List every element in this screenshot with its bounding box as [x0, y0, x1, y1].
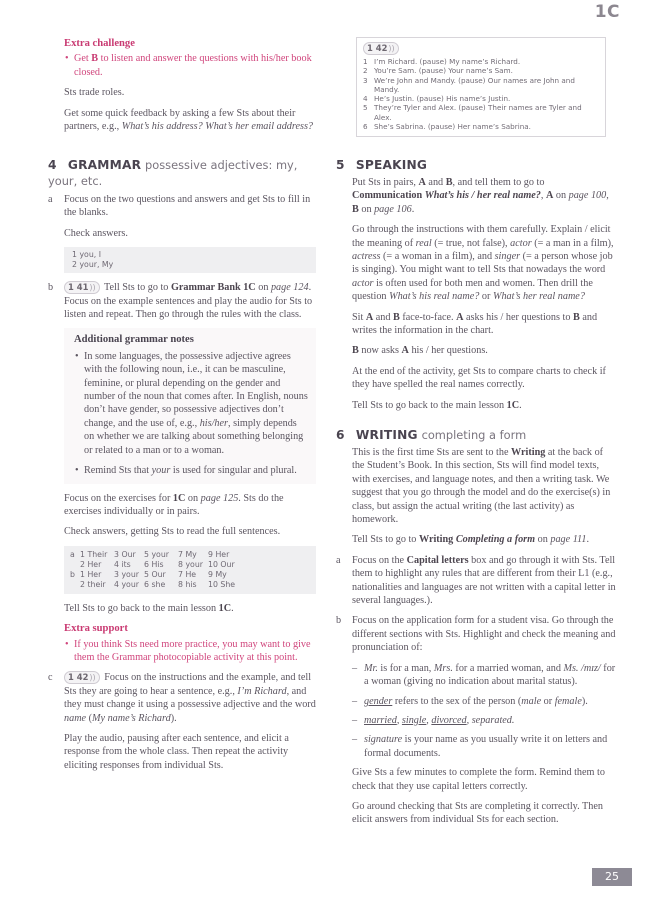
text: This is the first time Sts are sent to the	[352, 447, 512, 458]
line-number: 2	[363, 66, 368, 76]
answer-line: 1 you, I	[72, 250, 102, 260]
italic-text: I’m Richard	[237, 685, 287, 697]
grammar-item-a	[49, 193, 316, 273]
extra-support-heading: Extra support	[64, 623, 128, 635]
vocab-item	[352, 733, 616, 760]
text: Remind Sts that	[84, 465, 152, 477]
bold-text: Grammar Bank 1C	[170, 282, 256, 294]
italic-text: name	[64, 712, 87, 724]
audio-track-icon[interactable]	[363, 42, 399, 55]
answer-cell: 10 Our	[208, 559, 235, 569]
audio-track-icon[interactable]	[64, 281, 100, 294]
writing-outro-p1: Give Sts a few minutes to complete the form. Remind them to check that they use capital letters correctly.	[352, 767, 605, 792]
text: Get	[74, 53, 92, 65]
text: is for a man,	[377, 662, 434, 674]
grammar-c-text	[64, 671, 316, 725]
extra-challenge-block	[64, 37, 316, 140]
bold-text: Capital letters	[406, 554, 469, 566]
answer-cell: 2 Her	[80, 559, 102, 569]
item-letter: b	[48, 282, 54, 294]
answer-group-letter: a	[70, 549, 75, 559]
speaking-p2	[352, 223, 616, 303]
grammar-b-text	[64, 281, 316, 321]
speaking-p4	[352, 344, 616, 357]
bold-text: B	[91, 53, 99, 65]
answer-cell: 2 their	[80, 579, 106, 589]
line-text: He’s Justin. (pause) His name’s Justin.	[374, 94, 511, 104]
bold-text: B	[352, 345, 359, 357]
answer-line: 2 your, My	[72, 260, 114, 270]
italic-text: actor	[510, 237, 532, 249]
unit-id-heading: 1C	[594, 2, 620, 22]
answer-cell: 5 Our	[144, 569, 166, 579]
audio-wave-icon: ))	[89, 673, 96, 683]
bold-text: A	[365, 311, 374, 323]
italic-text: Mrs.	[433, 662, 453, 674]
italic-text: married	[364, 714, 397, 726]
bold-text: A	[401, 345, 409, 357]
text: (= a person whose job is singing). You might want to tell Sts that nowadays the word	[352, 251, 613, 276]
text: , simply depends on whether we are talking about something belonging or related to a man or to a woman.	[84, 417, 304, 456]
feedback-text	[64, 107, 316, 134]
text: for a woman (giving no indication about marital status).	[364, 662, 616, 688]
bold-text: B	[352, 203, 359, 215]
text: or	[479, 291, 493, 303]
grammar-section-heading	[48, 157, 318, 189]
page-ref: page 125	[200, 492, 239, 504]
answer-table	[64, 546, 316, 594]
text: (= a woman in a film), and	[380, 251, 495, 263]
italic-text: What’s his address? What’s her email address?	[121, 121, 314, 133]
bold-text: A	[456, 311, 464, 323]
italic-text: actor	[352, 277, 374, 289]
text: Tell Sts to go to	[101, 282, 171, 294]
section-title: GRAMMAR	[67, 158, 142, 172]
answer-cell: 7 He	[178, 569, 197, 579]
italic-text: divorced	[431, 714, 467, 726]
italic-text: , separated.	[466, 714, 515, 726]
answer-box-a	[64, 247, 316, 273]
spacer	[70, 580, 80, 590]
answer-cell: 4 its	[114, 559, 131, 569]
grammar-a-text: Focus on the two questions and answers and get Sts to fill in the blanks.	[64, 194, 311, 219]
answer-group-letter: b	[70, 569, 75, 579]
page-ref: page 100	[568, 190, 607, 202]
text: on	[185, 492, 201, 504]
text: Tell Sts to go back to the main lesson	[352, 399, 507, 411]
text: Get some quick feedback by asking a few Sts about their partners, e.g.,	[64, 107, 296, 133]
answer-cell: 9 Her	[208, 549, 230, 559]
writing-b-text: Focus on the application form for a student visa. Go through the different sections with Sts. Highlight and check the meaning and pronunciation of:	[352, 615, 616, 654]
writing-item-a	[337, 554, 616, 608]
writing-item-b	[337, 614, 616, 760]
bold-text: A	[545, 190, 554, 202]
text: .	[411, 203, 415, 215]
audio-wave-icon: ))	[89, 283, 96, 293]
text: Tell Sts to go to	[352, 534, 419, 546]
bold-italic-text: What’s his / her real name?	[424, 190, 541, 202]
track-number: 1 41	[68, 282, 89, 293]
answer-cell: 3 your	[114, 569, 139, 579]
italic-text: his/her	[199, 417, 229, 429]
text: ,	[396, 714, 402, 726]
text: (= true, not false),	[431, 237, 511, 249]
speaking-p3	[352, 311, 616, 338]
text: .	[586, 534, 590, 546]
page-ref: page 111	[550, 534, 587, 546]
italic-text: What’s his real name?	[389, 291, 480, 303]
grammar-item-c	[49, 671, 316, 772]
bold-text: B	[572, 311, 580, 323]
back-to-lesson-text: Tell Sts to go back to the main lesson 1C.	[64, 602, 234, 614]
item-letter: b	[336, 615, 342, 627]
extra-challenge-heading: Extra challenge	[64, 38, 135, 49]
item-letter: a	[336, 554, 341, 566]
line-number: 5	[363, 103, 368, 113]
text: Focus on the instructions and the example, and tell Sts they are going to hear a sentence, e.g.,	[64, 672, 312, 697]
answer-cell: 6 His	[144, 559, 164, 569]
italic-text: Ms. /mɪz/	[563, 662, 601, 674]
text: Tell Sts to go back to the main lesson	[64, 602, 219, 614]
italic-text: Mr.	[364, 662, 378, 674]
text: , and tell them to go to	[452, 177, 545, 188]
italic-text: My name’s Richard	[92, 712, 171, 724]
grammar-c-para2: Play the audio, pausing after each sentence, and elicit a response from the whole class. Then repeat the activity eliciting responses from individual Sts.	[64, 732, 289, 771]
section-number: 4	[48, 158, 57, 172]
section-subtitle: possessive adjectives: my, your, etc.	[48, 158, 298, 188]
extra-challenge-bullet	[64, 52, 316, 79]
line-text: We’re John and Mandy. (pause) Our names are John and Mandy.	[374, 75, 575, 94]
text: ,	[606, 190, 609, 202]
vocab-item	[352, 695, 616, 708]
text: his / her questions.	[408, 345, 488, 357]
text: Put Sts in pairs,	[352, 177, 419, 188]
section-subtitle: completing a form	[421, 428, 527, 442]
writing-outro	[337, 766, 616, 827]
answer-cell: 5 your	[144, 549, 169, 559]
bold-text: A	[418, 177, 426, 188]
text: for a married woman, and	[452, 662, 564, 674]
bold-text: Writing	[418, 534, 456, 546]
item-letter: c	[48, 672, 53, 684]
audioscript-line	[363, 103, 599, 122]
audio-track-icon[interactable]	[64, 671, 100, 684]
speaking-p5: At the end of the activity, get Sts to compare charts to check if they have spelled the real names correctly.	[352, 365, 606, 391]
line-number: 4	[363, 94, 368, 104]
answer-cell: 9 My	[208, 569, 227, 579]
audioscript-line	[363, 57, 599, 66]
speaking-section-heading	[336, 157, 616, 173]
text: Go through the instructions with them carefully. Explain / elicit the meaning of	[352, 224, 611, 249]
text: ).	[170, 712, 177, 724]
section-number: 5	[336, 158, 345, 172]
text: to listen and answer the questions with his/her book closed.	[74, 53, 312, 78]
text: is often used for both men and women. Then drill the question	[352, 277, 593, 303]
text: asks his / her questions to	[463, 311, 573, 323]
text: Focus on the exercises for	[64, 492, 173, 504]
text: is your name as you usually write it on letters and formal documents.	[364, 734, 608, 759]
text: box and go through it with Sts. Tell them to highlight any rules that are different from their L1 (e.g., nationalities and languages are not written with a capital letter in several languages.).	[352, 554, 616, 607]
text: (	[86, 712, 93, 724]
writing-intro	[337, 446, 616, 547]
line-text: She’s Sabrina. (pause) Her name’s Sabrina.	[374, 122, 531, 132]
text: .	[519, 399, 522, 411]
text: face-to-face.	[399, 311, 457, 323]
bold-text: 1C	[218, 602, 232, 614]
text: on	[358, 203, 375, 215]
text: on	[535, 534, 551, 546]
exercises-text	[64, 492, 316, 519]
line-number: 6	[363, 122, 368, 132]
bold-text: B	[393, 311, 400, 323]
bold-text: 1C	[172, 492, 186, 504]
text: and writes the information in the chart.	[352, 311, 598, 337]
page-ref: page 124	[270, 282, 309, 294]
bold-text: Communication	[352, 190, 425, 202]
text: and	[373, 311, 394, 323]
section-title: SPEAKING	[355, 158, 428, 172]
audioscript-line	[363, 76, 599, 95]
text: . Focus on the example sentences and play the audio for Sts to listen and repeat. Then go through the rules with the class.	[64, 282, 313, 321]
italic-text: real	[415, 237, 432, 249]
notes-bullet-1	[74, 350, 308, 457]
italic-text: signature	[364, 734, 403, 746]
audioscript-box	[356, 37, 606, 137]
text: ,	[426, 714, 432, 726]
writing-p2	[352, 533, 616, 546]
page-number-tab: 25	[592, 868, 632, 886]
answer-cell: 10 She	[208, 579, 236, 589]
line-text: I’m Richard. (pause) My name’s Richard.	[374, 57, 521, 66]
text: now asks	[358, 345, 402, 357]
text: , and they must change it using a possessive adjective and the word	[64, 685, 316, 711]
trade-roles-text: Sts trade roles.	[64, 87, 125, 99]
text: Sit	[352, 311, 366, 323]
audio-wave-icon: ))	[388, 44, 395, 53]
text: ,	[540, 190, 546, 202]
bold-text: Writing	[511, 447, 546, 458]
additional-grammar-notes-box	[64, 328, 316, 483]
italic-text: What’s her real name?	[492, 291, 585, 303]
answer-cell: 8 your	[178, 559, 203, 569]
text: on	[553, 190, 569, 202]
speaking-p1	[352, 176, 616, 216]
speaking-body	[352, 176, 616, 419]
text: refers to the sex of the person (	[392, 695, 522, 707]
answer-cell: 3 Our	[114, 549, 136, 559]
line-number: 1	[363, 57, 368, 66]
answer-cell: 8 his	[178, 579, 197, 589]
bold-italic-text: Completing a form	[455, 534, 536, 546]
extra-support-bullet: • If you think Sts need more practice, you may want to give them the Grammar photocopiable activity at this point.	[64, 638, 316, 665]
audioscript-line	[363, 94, 599, 103]
text: ).	[581, 695, 588, 707]
answer-cell: 1 Her	[80, 569, 102, 579]
italic-text: singer	[494, 251, 521, 263]
check-answers-text: Check answers.	[64, 227, 128, 239]
italic-text: female	[554, 695, 582, 707]
bold-text: B	[445, 177, 453, 188]
italic-text: single	[401, 714, 427, 726]
italic-text: male	[521, 695, 542, 707]
answer-cell: 4 your	[114, 579, 139, 589]
notes-bullet-2	[74, 464, 308, 477]
check-answers-text: Check answers, getting Sts to read the full sentences.	[64, 526, 281, 538]
vocab-item	[352, 662, 616, 689]
track-number: 1 42	[367, 43, 388, 53]
line-text: You’re Sam. (pause) Your name’s Sam.	[374, 66, 513, 76]
grammar-item-b	[49, 281, 316, 664]
item-letter: a	[48, 194, 53, 205]
answer-grid	[70, 550, 310, 590]
text: at the back of the Student’s Book. In this section, Sts will find model texts, with exercises, and language notes, and then a writing task. We suggest that you go through the model and do the exercise(s) in class, but assign the actual writing (the last activity) as homework.	[352, 447, 611, 526]
writing-p1	[352, 446, 616, 526]
grammar-body	[49, 193, 316, 779]
audioscript-line	[363, 122, 599, 131]
bold-text: 1C	[506, 399, 520, 411]
audioscript-line	[363, 66, 599, 75]
line-number: 3	[363, 75, 368, 85]
vocab-item	[352, 714, 616, 727]
spacer	[70, 560, 80, 570]
writing-a-text	[352, 554, 616, 608]
line-text: They’re Tyler and Alex. (pause) Their names are Tyler and Alex.	[374, 103, 582, 122]
writing-section-heading	[336, 427, 616, 443]
text: Focus on the	[352, 554, 407, 566]
notes-heading: Additional grammar notes	[74, 334, 194, 346]
text: or	[541, 695, 555, 707]
italic-text: your	[151, 465, 171, 477]
writing-outro-p2: Go around checking that Sts are completing it correctly. Then elicit answers from individual Sts for each section.	[352, 800, 603, 826]
answer-cell: 7 My	[178, 549, 197, 559]
speaking-p6	[352, 399, 616, 412]
text: and	[425, 177, 446, 188]
track-number: 1 42	[68, 672, 89, 683]
writing-body	[337, 446, 616, 834]
italic-text: actress	[352, 251, 381, 263]
answer-cell: 6 she	[144, 579, 166, 589]
page-ref: page 106	[374, 203, 412, 215]
text: (= a man in a film),	[531, 237, 614, 249]
italic-text: gender	[364, 695, 393, 707]
text: is used for singular and plural.	[170, 465, 297, 477]
section-title: WRITING	[355, 428, 418, 442]
answer-cell: 1 Their	[80, 549, 108, 559]
section-number: 6	[336, 428, 345, 442]
text: on	[255, 282, 271, 294]
text: . Sts do the exercises individually or in pairs.	[64, 492, 284, 517]
text: In some languages, the possessive adjective agrees with the following noun, i.e., it can be masculine, feminine, or plural depending on the gender and number of the noun that comes after. In English, nouns don’t have gender, so possessive adjectives don’t change, and the use of, e.g.,	[84, 350, 308, 429]
